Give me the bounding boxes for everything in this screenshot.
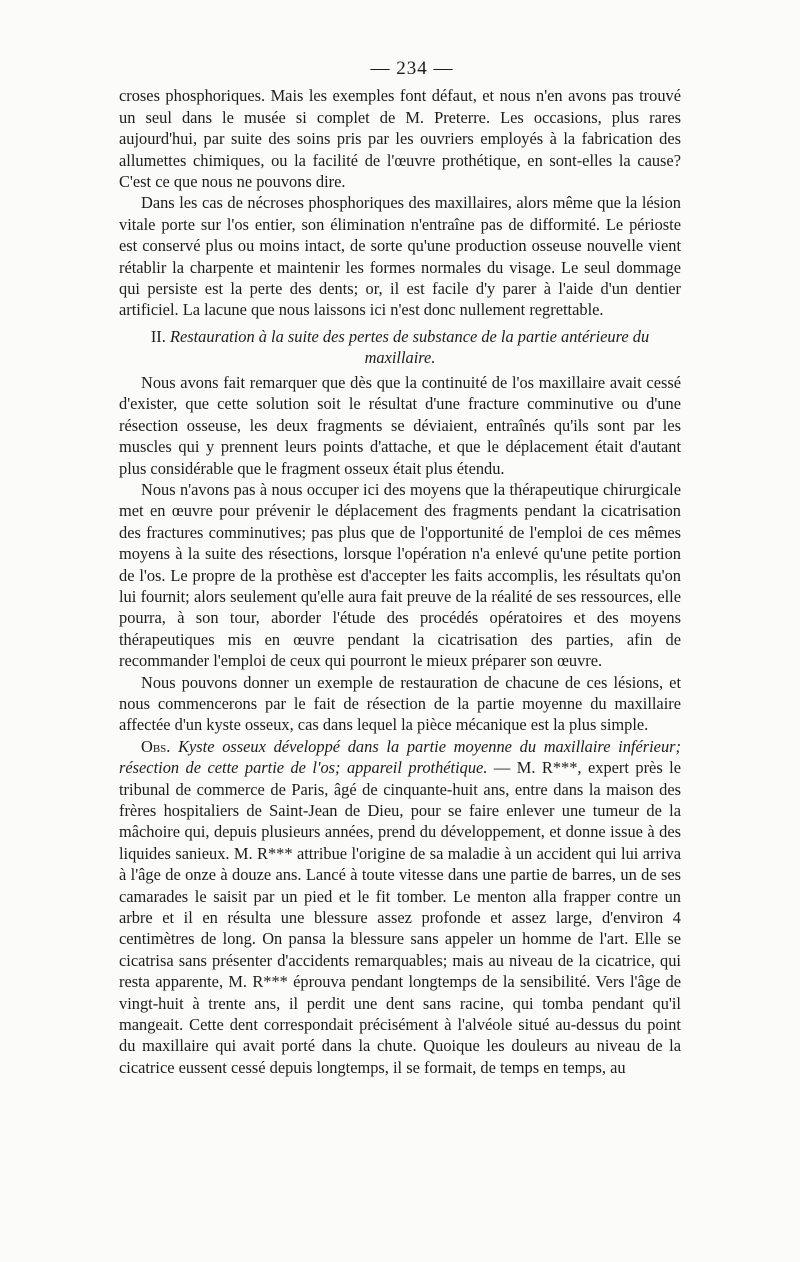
observation-title: Kyste osseux développé dans la partie moyenne du maxillaire inférieur; résection de cette partie de l'os; appareil prothétique. <box>119 736 681 778</box>
paragraph-2: Dans les cas de nécroses phosphoriques des maxillaires, alors même que la lésion vitale porte sur l'os entier, son élimination n'entraîne pas de difformité. Le périoste est conservé plus ou moins intact, de sorte qu'une production osseuse nouvelle vient rétablir la charpente et maintenir les formes normales du visage. Le seul dommage qui persiste est la perte des dents; or, il est facile d'y parer à l'aide d'un dentier artificiel. La lacune que nous laissons ici n'est donc nullement regrettable. <box>119 193 681 320</box>
page-number: — 234 — <box>370 58 454 79</box>
paragraph-3: Nous avons fait remarquer que dès que la continuité de l'os maxillaire avait cessé d'exister, que cette solution soit le résultat d'une fracture comminutive ou d'une résection osseuse, les deux fragments se déviaient, entraînés qu'ils sont par les muscles qui y prennent leurs points d'attache, et que le déplacement était d'autant plus considérable que le fragment osseux était plus étendu. <box>119 372 681 478</box>
section-heading-number: II. <box>150 326 166 346</box>
section-heading-text: Restauration à la suite des pertes de substance de la partie antérieure du maxillaire. <box>169 326 650 367</box>
paragraph-5: Nous pouvons donner un exemple de restauration de chacune de ces lésions, et nous commencerons par le fait de résection de la partie moyenne du maxillaire affectée d'un kyste osseux, cas dans lequel la pièce mécanique est la plus simple. <box>119 672 681 735</box>
paragraph-4: Nous n'avons pas à nous occuper ici des moyens que la thérapeutique chirurgicale met en œuvre pour prévenir le déplacement des fragments pendant la cicatrisation des fractures comminutives; pas plus que de l'opportunité de l'emploi de ces mêmes moyens à la suite des résections, lorsque l'opération n'a enlevé qu'une petite portion de l'os. Le propre de la prothèse est d'accepter les faits accomplis, les résultats qu'on lui fournit; alors seulement qu'elle aura fait preuve de la réalité de ses ressources, elle pourra, à son tour, aborder l'étude des procédés opératoires et des moyens thérapeutiques mis en œuvre pendant la cicatrisation des parties, afin de recommander l'emploi de ceux qui pourront le mieux préparer son œuvre. <box>119 479 681 671</box>
section-heading <box>119 326 681 368</box>
document-page <box>119 58 681 1078</box>
observation-label: Obs. <box>141 736 171 756</box>
observation-text: — M. R***, expert près le tribunal de commerce de Paris, âgé de cinquante-huit ans, entre dans la maison des frères hospitaliers de Saint-Jean de Dieu, pour se faire enlever une tumeur de la mâchoire qui, depuis plusieurs années, prend du développement, et donne issue à des liquides sanieux. M. R*** attribue l'origine de sa maladie à un accident qui lui arriva à l'âge de onze à douze ans. Lancé à toute vitesse dans une partie de barres, un de ses camarades le saisit par un pied et le fit tomber. Le menton alla frapper contre un arbre et il en résulta une blessure assez profonde et assez large, d'environ 4 centimètres de long. On pansa la blessure sans appeler un homme de l'art. Elle se cicatrisa sans présenter d'accidents remarquables; mais au niveau de la cicatrice, qui resta apparente, M. R*** éprouva pendant longtemps de la sensibilité. Vers l'âge de vingt-huit à trente ans, il perdit une dent sans racine, qui tomba pendant qu'il mangeait. Cette dent correspondait précisément à l'alvéole situé au-dessus du point du maxillaire qui avait porté dans la chute. Quoique les douleurs au niveau de la cicatrice eussent cessé depuis longtemps, il se formait, de temps en temps, au <box>119 758 681 1077</box>
observation-paragraph <box>119 736 681 1079</box>
paragraph-1: croses phosphoriques. Mais les exemples font défaut, et nous n'en avons pas trouvé un seul dans le musée si complet de M. Preterre. Les occasions, plus rares aujourd'hui, par suite des soins pris par les ouvriers employés à la fabrication des allumettes chimiques, ou la facilité de l'œuvre prothétique, en sont-elles la cause? C'est ce que nous ne pouvons dire. <box>119 86 681 192</box>
